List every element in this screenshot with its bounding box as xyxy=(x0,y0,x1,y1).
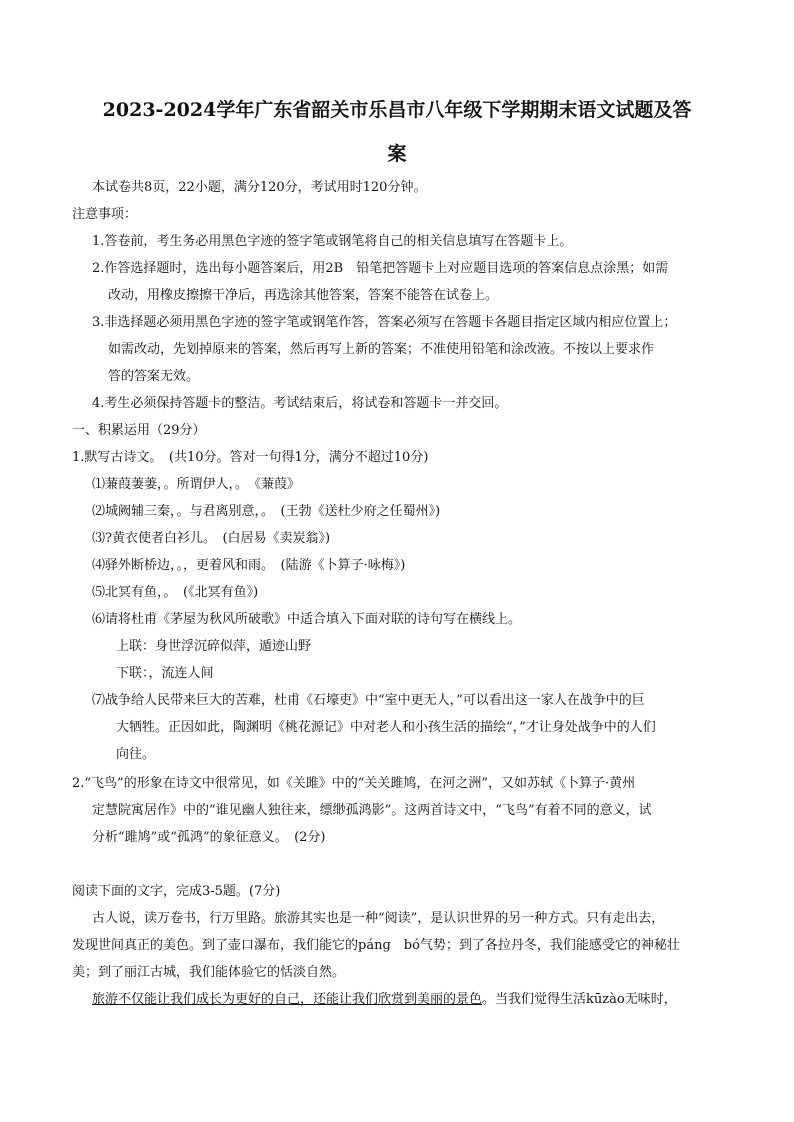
note-3-continued: 如需改动，先划掉原来的答案，然后再写上新的答案；不准使用铅笔和涂改液。不按以上要求作 xyxy=(108,342,655,357)
question-2: 2.“飞鸟”的形象在诗文中很常见，如《关雎》中的“关关雎鸠，在河之洲”，又如苏轼《卜算子·黄州 xyxy=(72,776,636,791)
note-1: 1.答卷前，考生务必用黑色字迹的签字笔或钢笔将自己的相关信息填写在答题卡上。 xyxy=(92,234,573,249)
couplet-upper: 上联：身世浮沉碎似萍，遁迹山野 xyxy=(116,639,312,654)
reading-paragraph-2 xyxy=(92,990,677,1010)
note-2-continued: 改动，用橡皮擦擦干净后，再选涂其他答案，答案不能答在试卷上。 xyxy=(108,288,499,303)
question-1-part-7-end: 向往。 xyxy=(116,747,156,762)
exam-intro: 本试卷共8页，22小题，满分120分，考试用时120分钟。 xyxy=(92,180,427,195)
notes-heading: 注意事项： xyxy=(72,207,138,222)
question-1-stem: 1.默写古诗文。 (共10分。答对一句得1分，满分不超过10分) xyxy=(72,450,429,465)
note-3-end: 答的答案无效。 xyxy=(108,369,200,384)
note-3: 3.非选择题必须用黑色字迹的签字笔或钢笔作答，答案必须写在答题卡各题目指定区域内相应位置上； xyxy=(92,315,677,330)
question-2-end: 分析“雎鸠”或“孤鸿”的象征意义。 (2分) xyxy=(92,830,326,845)
reading-paragraph-2-rest: 。当我们觉得生活kūzào无味时， xyxy=(482,992,677,1007)
note-2: 2.作答选择题时，选出每小题答案后，用2B 铅笔把答题卡上对应题目选项的答案信息点涂黑；如需 xyxy=(92,261,669,276)
document-title-continued: 案 xyxy=(387,143,407,165)
question-1-part-3: ⑶?黄衣使者白衫儿。 (白居易《卖炭翁》) xyxy=(92,531,331,546)
document-title: 2023-2024学年广东省韶关市乐昌市八年级下学期期末语文试题及答 xyxy=(102,99,692,121)
question-1-part-7: ⑺战争给人民带来巨大的苦难，杜甫《石壕吏》中“室中更无人，”可以看出这一家人在战争中的巨 xyxy=(92,693,645,708)
reading-paragraph-1-line-3: 美；到了丽江古城，我们能体验它的恬淡自然。 xyxy=(72,965,346,980)
question-1-part-7-continued: 大牺牲。正因如此，陶渊明《桃花源记》中对老人和小孩生活的描绘“，”才让身处战争中的人们 xyxy=(116,720,656,735)
underlined-sentence: 旅游不仅能让我们成长为更好的自己，还能让我们欣赏到美丽的景色 xyxy=(92,992,483,1007)
question-1-part-2: ⑵城阙辅三秦，。与君离别意，。 (王勃《送杜少府之任蜀州》) xyxy=(92,504,441,519)
question-1-part-5: ⑸北冥有鱼，。 (《北冥有鱼》) xyxy=(92,585,259,600)
reading-heading: 阅读下面的文字，完成3-5题。(7分) xyxy=(72,884,281,899)
question-1-part-6: ⑹请将杜甫《茅屋为秋风所破歌》中适合填入下面对联的诗句写在横线上。 xyxy=(92,612,522,627)
question-2-continued: 定慧院寓居作》中的“谁见幽人独往来，缥缈孤鸿影”。这两首诗文中，“飞鸟”有着不同的意义，试 xyxy=(92,803,652,818)
reading-paragraph-1: 古人说，读万卷书，行万里路。旅游其实也是一种“阅读”，是认识世界的另一种方式。只有走出去， xyxy=(92,911,665,926)
question-1-part-1: ⑴蒹葭萋萋，。所谓伊人，。 《蒹葭》 xyxy=(92,477,301,492)
note-4: 4.考生必须保持答题卡的整洁。考试结束后，将试卷和答题卡一并交回。 xyxy=(92,396,508,411)
reading-paragraph-1-line-2: 发现世间真正的美色。到了壶口瀑布，我们能它的pánɡ bó气势；到了各拉丹冬，我们能感受它的神秘壮 xyxy=(72,938,680,953)
couplet-lower: 下联：，流连人间 xyxy=(116,666,214,681)
section-heading: 一、积累运用（29分） xyxy=(72,423,206,438)
question-1-part-4: ⑷驿外断桥边，。，更着风和雨。 (陆游《卜算子·咏梅》) xyxy=(92,558,406,573)
